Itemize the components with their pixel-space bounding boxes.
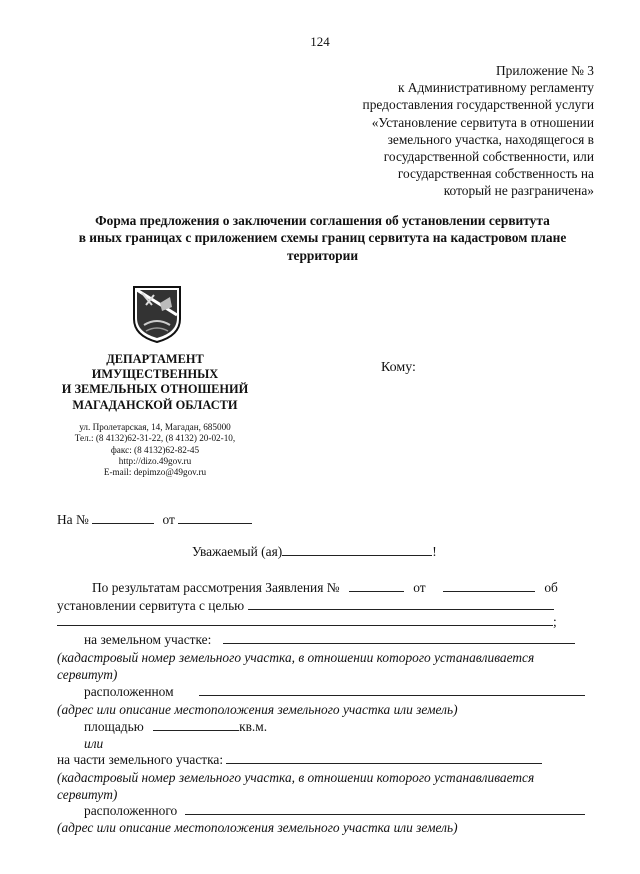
part-location-line <box>84 803 585 819</box>
department-name <box>40 352 270 413</box>
area-label: площадью <box>84 719 144 734</box>
appendix-line: «Установление сервитута в отношении <box>371 114 594 130</box>
department-contacts <box>40 422 270 478</box>
appendix-line: Приложение № 3 <box>495 63 594 78</box>
appendix-heading <box>363 62 594 200</box>
contact-email: E-mail: depimzo@49gov.ru <box>103 467 207 478</box>
ref-date-field[interactable] <box>178 512 252 524</box>
department-line: ИМУЩЕСТВЕННЫХ <box>91 367 219 382</box>
application-number-field[interactable] <box>349 580 404 592</box>
page-number: 124 <box>310 34 330 49</box>
purpose-field[interactable] <box>248 598 554 610</box>
form-title-line: территории <box>286 247 359 263</box>
application-label: По результатам рассмотрения Заявления № <box>92 580 340 595</box>
part-plot-label: на части земельного участка: <box>57 752 224 767</box>
appendix-line: государственной собственности, или <box>383 149 594 165</box>
appendix-line: к Административному регламенту <box>397 80 594 96</box>
greeting-line <box>192 544 437 560</box>
part-cadastral-note-cont: сервитут) <box>57 787 118 802</box>
form-title-line: в иных границах с приложением схемы границ сервитута на кадастровом плане <box>78 230 567 246</box>
reference-line <box>57 512 252 528</box>
address-note: (адрес или описание местоположения земельного участка или земель) <box>57 702 458 717</box>
land-plot-line <box>84 632 575 648</box>
part-address-field[interactable] <box>185 803 585 815</box>
addressee-name-field[interactable] <box>282 544 432 556</box>
cadastral-note: (кадастровый номер земельного участка, в отношении которого устанавливается <box>57 650 535 665</box>
area-line <box>84 719 267 735</box>
contact-fax: факс: (8 4132)62-82-45 <box>110 444 200 455</box>
part-cadastral-number-field[interactable] <box>226 752 542 764</box>
appendix-line: предоставления государственной услуги <box>362 97 594 113</box>
purpose-label: установлении сервитута с целью <box>57 598 245 613</box>
body-line-1 <box>92 580 558 596</box>
appendix-line: земельного участка, находящегося в <box>387 131 594 147</box>
contact-website: http://dizo.49gov.ru <box>118 455 192 466</box>
part-cadastral-note: (кадастровый номер земельного участка, в отношении которого устанавливается <box>57 770 535 785</box>
contact-phone: Тел.: (8 4132)62-31-22, (8 4132) 20-02-10, <box>74 433 236 444</box>
address-field[interactable] <box>199 684 585 696</box>
semicolon: ; <box>553 614 557 629</box>
form-title <box>40 212 605 264</box>
part-location-label: расположенного <box>84 803 178 818</box>
appendix-line: государственная собственность на <box>397 166 594 182</box>
form-title-line: Форма предложения о заключении соглашения об установлении сервитута <box>95 213 550 228</box>
body-about-word: об <box>544 580 558 595</box>
department-line: МАГАДАНСКОЙ ОБЛАСТИ <box>72 397 238 412</box>
body-line-2 <box>57 598 554 614</box>
cadastral-note-cont: сервитут) <box>57 667 118 682</box>
land-plot-label: на земельном участке: <box>84 632 212 647</box>
contact-address: ул. Пролетарская, 14, Магадан, 685000 <box>79 422 231 432</box>
department-line: И ЗЕМЕЛЬНЫХ ОТНОШЕНИЙ <box>61 382 249 397</box>
ref-number-label: На № <box>57 512 89 527</box>
greeting-text: Уважаемый (ая) <box>192 544 283 559</box>
department-line: ДЕПАРТАМЕНТ <box>106 352 204 366</box>
part-address-note: (адрес или описание местоположения земельного участка или земель) <box>57 820 458 835</box>
ref-number-field[interactable] <box>92 512 154 524</box>
appendix-line: который не разграничена» <box>443 183 594 199</box>
location-label: расположенном <box>84 684 174 699</box>
ref-date-label: от <box>162 512 175 527</box>
part-plot-line <box>57 752 542 768</box>
application-date-label: от <box>413 580 426 595</box>
location-line <box>84 684 585 700</box>
greeting-exclamation: ! <box>432 544 437 559</box>
area-field[interactable] <box>153 719 239 731</box>
coat-of-arms-emblem <box>132 285 182 343</box>
area-unit: кв.м. <box>239 719 268 734</box>
cadastral-number-field[interactable] <box>223 632 575 644</box>
application-date-field[interactable] <box>443 580 535 592</box>
purpose-field-continued[interactable] <box>57 614 553 626</box>
or-word: или <box>84 736 104 751</box>
body-line-3 <box>57 614 557 630</box>
recipient-label: Кому: <box>381 360 416 375</box>
